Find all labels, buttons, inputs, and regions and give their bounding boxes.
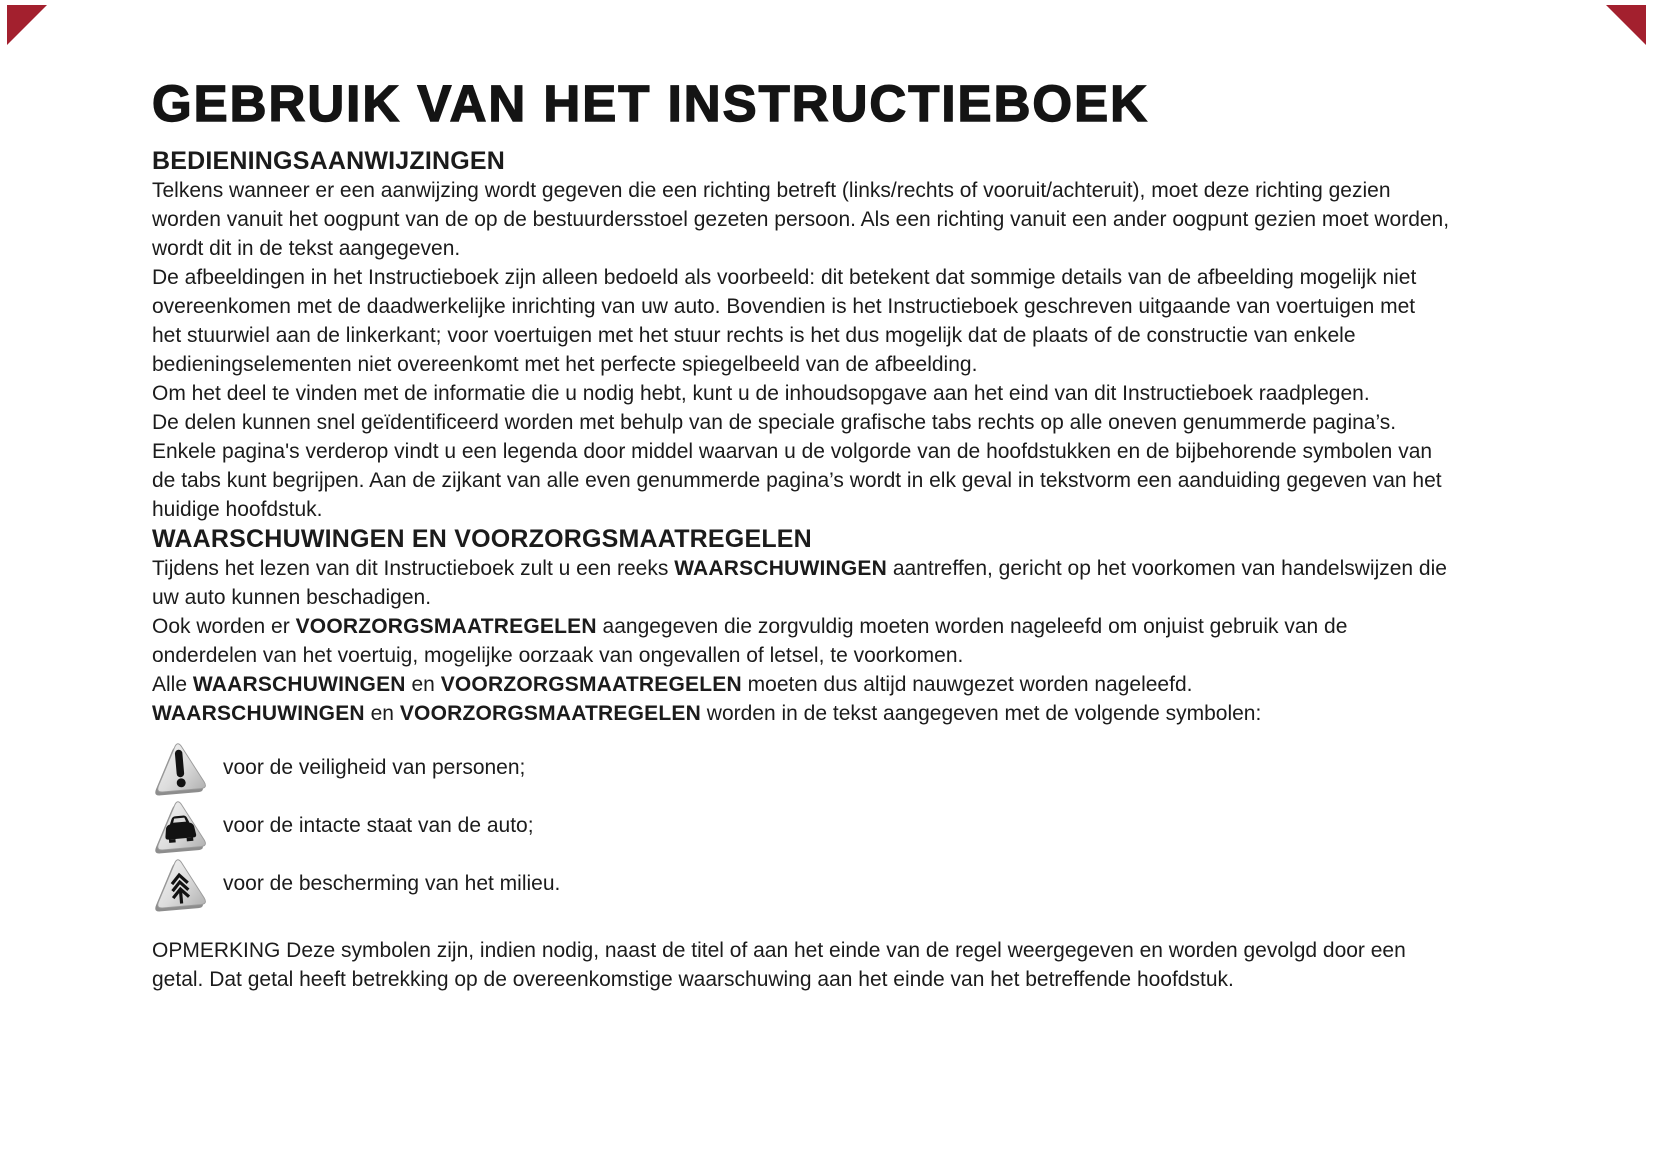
paragraph: [152, 699, 1450, 728]
page-title: GEBRUIK VAN HET INSTRUCTIEBOEK: [152, 75, 1149, 132]
car-integrity-warning-icon: [152, 794, 208, 856]
text-run: aangegeven die zorgvuldig moeten worden nageleefd om onjuist gebruik van de onderdelen van het voertuig, mogelijke oorzaak van ongevallen of letsel, te voorkomen.: [152, 615, 1348, 667]
text-run: Ook worden er: [152, 615, 296, 638]
environment-warning-icon: [152, 852, 208, 914]
warning-symbol-row: [152, 738, 1450, 796]
paragraph: [152, 408, 1450, 524]
paragraph: [152, 379, 1450, 408]
text-run: en: [364, 702, 400, 725]
warning-symbol-label: voor de veiligheid van personen;: [223, 755, 526, 779]
person-safety-warning-icon: [152, 736, 208, 798]
text-run: De afbeeldingen in het Instructieboek zijn alleen bedoeld als voorbeeld: dit betekent dat sommige details van de afbeelding mogelijk niet overeenkomen met de daadwerkelijke inrichting van uw auto. Bovendien is het Instructieboek geschreven uitgaande van voertuigen met het stuurwiel aan de linkerkant; voor voertuigen met het stuur rechts is het dus mogelijk dat de plaats of de constructie van enkele bedieningselementen niet overeenkomt met het perfecte spiegelbeeld van de afbeelding.: [152, 266, 1417, 376]
text-run: Alle: [152, 673, 193, 696]
document-body: [152, 76, 1450, 994]
warning-symbol-legend: [152, 738, 1450, 912]
text-run: De delen kunnen snel geïdentificeerd worden met behulp van de speciale grafische tabs rechts op alle oneven genummerde pagina’s. Enkele pagina's verderop vindt u een legenda door middel waarvan u de volgorde van de hoofdstukken en de bijbehorende symbolen van de tabs kunt begrijpen. Aan de zijkant van alle even genummerde pagina’s wordt in elk geval in tekstvorm een aanduiding gegeven van het huidige hoofdstuk.: [152, 411, 1442, 521]
emphasis-keyword: VOORZORGSMAATREGELEN: [295, 615, 597, 638]
warning-symbol-row: [152, 796, 1450, 854]
text-run: aantreffen, gericht op het voorkomen van handelswijzen die uw auto kunnen beschadigen.: [152, 557, 1447, 609]
text-run: Om het deel te vinden met de informatie die u nodig hebt, kunt u de inhoudsopgave aan het eind van dit Instructieboek raadplegen.: [152, 382, 1370, 405]
warning-symbol-label: voor de bescherming van het milieu.: [223, 871, 561, 895]
paragraph: [152, 176, 1450, 263]
section-heading: BEDIENINGSAANWIJZINGEN: [152, 147, 506, 175]
text-run: worden in de tekst aangegeven met de volgende symbolen:: [700, 702, 1262, 725]
paragraph: [152, 263, 1450, 379]
paragraph: [152, 670, 1450, 699]
warning-symbol-row: [152, 854, 1450, 912]
text-run: Tijdens het lezen van dit Instructieboek zult u een reeks: [152, 557, 675, 580]
corner-accent-right: [1606, 5, 1646, 45]
document-content: [152, 146, 1450, 994]
text-run: Telkens wanneer er een aanwijzing wordt gegeven die een richting betreft (links/rechts of vooruit/achteruit), moet deze richting gezien worden vanuit het oogpunt van de op de bestuurdersstoel gezeten persoon. Als een richting vanuit een ander oogpunt gezien moet worden, wordt dit in de tekst aangegeven.: [152, 179, 1450, 260]
text-run: moeten dus altijd nauwgezet worden nageleefd.: [741, 673, 1193, 696]
corner-accent-left: [7, 5, 47, 45]
emphasis-keyword: WAARSCHUWINGEN: [674, 557, 887, 580]
warning-symbol-label: voor de intacte staat van de auto;: [223, 813, 534, 837]
emphasis-keyword: WAARSCHUWINGEN: [152, 702, 365, 725]
paragraph: [152, 554, 1450, 612]
emphasis-keyword: VOORZORGSMAATREGELEN: [440, 673, 742, 696]
emphasis-keyword: WAARSCHUWINGEN: [192, 673, 406, 696]
section-heading: WAARSCHUWINGEN EN VOORZORGSMAATREGELEN: [152, 525, 812, 553]
note-paragraph: [152, 936, 1450, 994]
paragraph: [152, 612, 1450, 670]
emphasis-keyword: VOORZORGSMAATREGELEN: [399, 702, 701, 725]
text-run: OPMERKING Deze symbolen zijn, indien nodig, naast de titel of aan het einde van de regel weergegeven en worden gevolgd door een getal. Dat getal heeft betrekking op de overeenkomstige waarschuwing aan het einde van het betreffende hoofdstuk.: [152, 939, 1406, 991]
text-run: en: [405, 673, 441, 696]
